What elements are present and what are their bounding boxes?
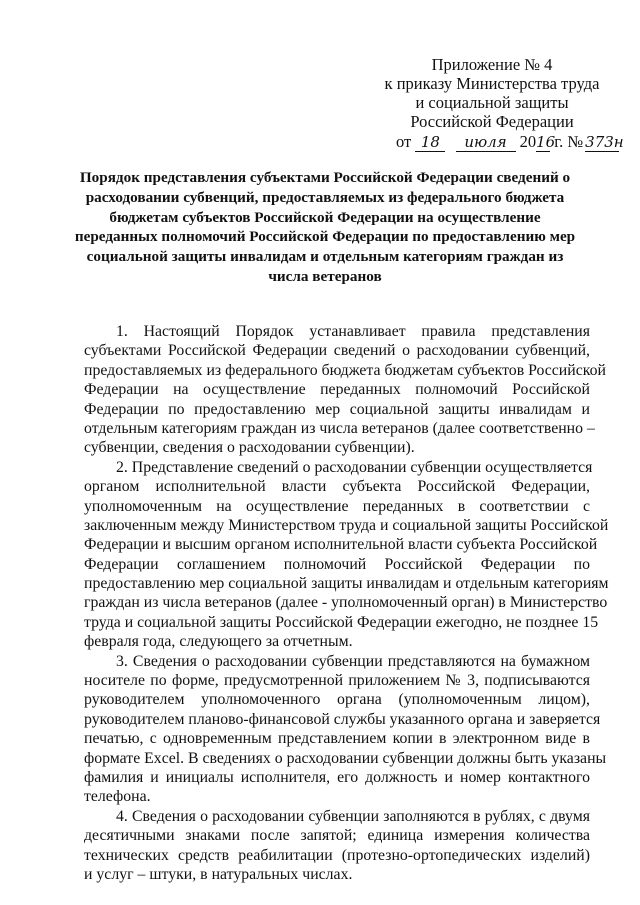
body-line: 2. Представление сведений о расходовании субвенции осуществляется <box>116 458 593 476</box>
appendix-country: Российской Федерации <box>410 112 574 131</box>
paragraph-1 <box>84 322 606 458</box>
body-line: 1. Настоящий Порядок устанавливает правила представления <box>116 323 590 340</box>
paragraph-3 <box>84 652 607 807</box>
handwritten-day: 18 <box>415 134 445 152</box>
body-line: уполномоченным на осуществление переданных в соответствии с <box>84 497 590 515</box>
title-line: социальной защиты инвалидам и отдельным категориям граждан из <box>86 248 564 266</box>
title-line: числа ветеранов <box>268 267 382 285</box>
body-line: отдельным категориям граждан из числа ветеранов (далее соответственно – <box>84 419 595 437</box>
body-line: формате Excel. В сведениях о расходовании субвенции должны быть указаны <box>84 749 607 767</box>
body-line: предоставляемых из федерального бюджета бюджетам субъектов Российской <box>84 361 606 379</box>
appendix-number: Приложение № 4 <box>431 55 553 74</box>
body-line: февраля года, следующего за отчетным. <box>84 633 353 651</box>
date-prefix: от <box>396 132 412 151</box>
body-line: телефона. <box>84 788 151 806</box>
body-line: руководителем уполномоченного органа (уполномоченным лицом), <box>84 691 590 709</box>
appendix-ministry: и социальной защиты <box>415 93 569 112</box>
body-line: органом исполнительной власти субъекта Российской Федерации, <box>84 478 590 496</box>
title-line: Порядок представления субъектами Российской Федерации сведений о <box>79 169 571 186</box>
order-date-line <box>372 132 624 152</box>
body-line: технических средств реабилитации (протезно-ортопедических изделий) <box>84 846 590 864</box>
title-line: расходовании субвенций, предоставляемых из федерального бюджета <box>85 188 565 206</box>
handwritten-year: 16 <box>536 133 556 151</box>
paragraph-2 <box>84 458 609 652</box>
body-line: Федерации соглашением полномочий Российской Федерации по <box>84 555 590 573</box>
document-body <box>84 322 609 884</box>
title-line: переданных полномочий Российской Федерации по предоставлению мер <box>74 228 576 246</box>
handwritten-order-number: 373н <box>585 133 624 151</box>
handwritten-month: июля <box>456 134 516 152</box>
body-line: Федерации на осуществление переданных полномочий Российской <box>84 381 590 399</box>
body-line: Федерации и высшим органом исполнительной власти субъекта Российской <box>84 536 598 554</box>
body-line: граждан из числа ветеранов (далее - уполномоченный орган) в Министерство <box>84 594 608 612</box>
body-line: носителе по форме, предусмотренной приложением № 3, подписываются <box>84 672 590 690</box>
body-line: 4. Сведения о расходовании субвенции заполняются в рублях, с двумя <box>116 807 590 825</box>
date-year-prefix: 20 <box>519 132 537 151</box>
body-line: десятичными знаками после запятой; единица измерения количества <box>84 827 590 845</box>
body-line: субъектами Российской Федерации сведений о расходовании субвенций, <box>84 342 590 360</box>
title-line: бюджетам субъектов Российской Федерации на осуществление <box>109 208 541 226</box>
body-line: субвенции, сведения о расходовании субвенции). <box>84 439 415 457</box>
date-year-end: г. <box>554 132 564 151</box>
body-line: Федерации по предоставлению мер социальной защиты инвалидам и <box>84 400 590 418</box>
body-line: фамилия и инициалы исполнителя, его должность и номер контактного <box>84 768 590 786</box>
appendix-order-ref: к приказу Министерства труда <box>384 74 600 93</box>
body-line: 3. Сведения о расходовании субвенции представляются на бумажном <box>116 652 590 670</box>
body-line: предоставлению мер социальной защиты инвалидам и отдельным категориям <box>84 575 609 593</box>
body-line: печатью, с одновременным представлением копии в электронном виде в <box>84 730 590 748</box>
paragraph-4 <box>84 807 590 885</box>
document-title <box>60 168 590 287</box>
body-line: труда и социальной защиты Российской Федерации ежегодно, не позднее 15 <box>84 613 599 631</box>
body-line: и услуг – штуки, в натуральных числах. <box>84 865 353 883</box>
number-prefix: № <box>567 132 584 151</box>
body-line: руководителем планово-финансовой службы указанного органа и заверяется <box>84 710 601 728</box>
body-line: заключенным между Министерством труда и социальной защиты Российской <box>84 516 609 534</box>
appendix-header <box>372 55 624 152</box>
